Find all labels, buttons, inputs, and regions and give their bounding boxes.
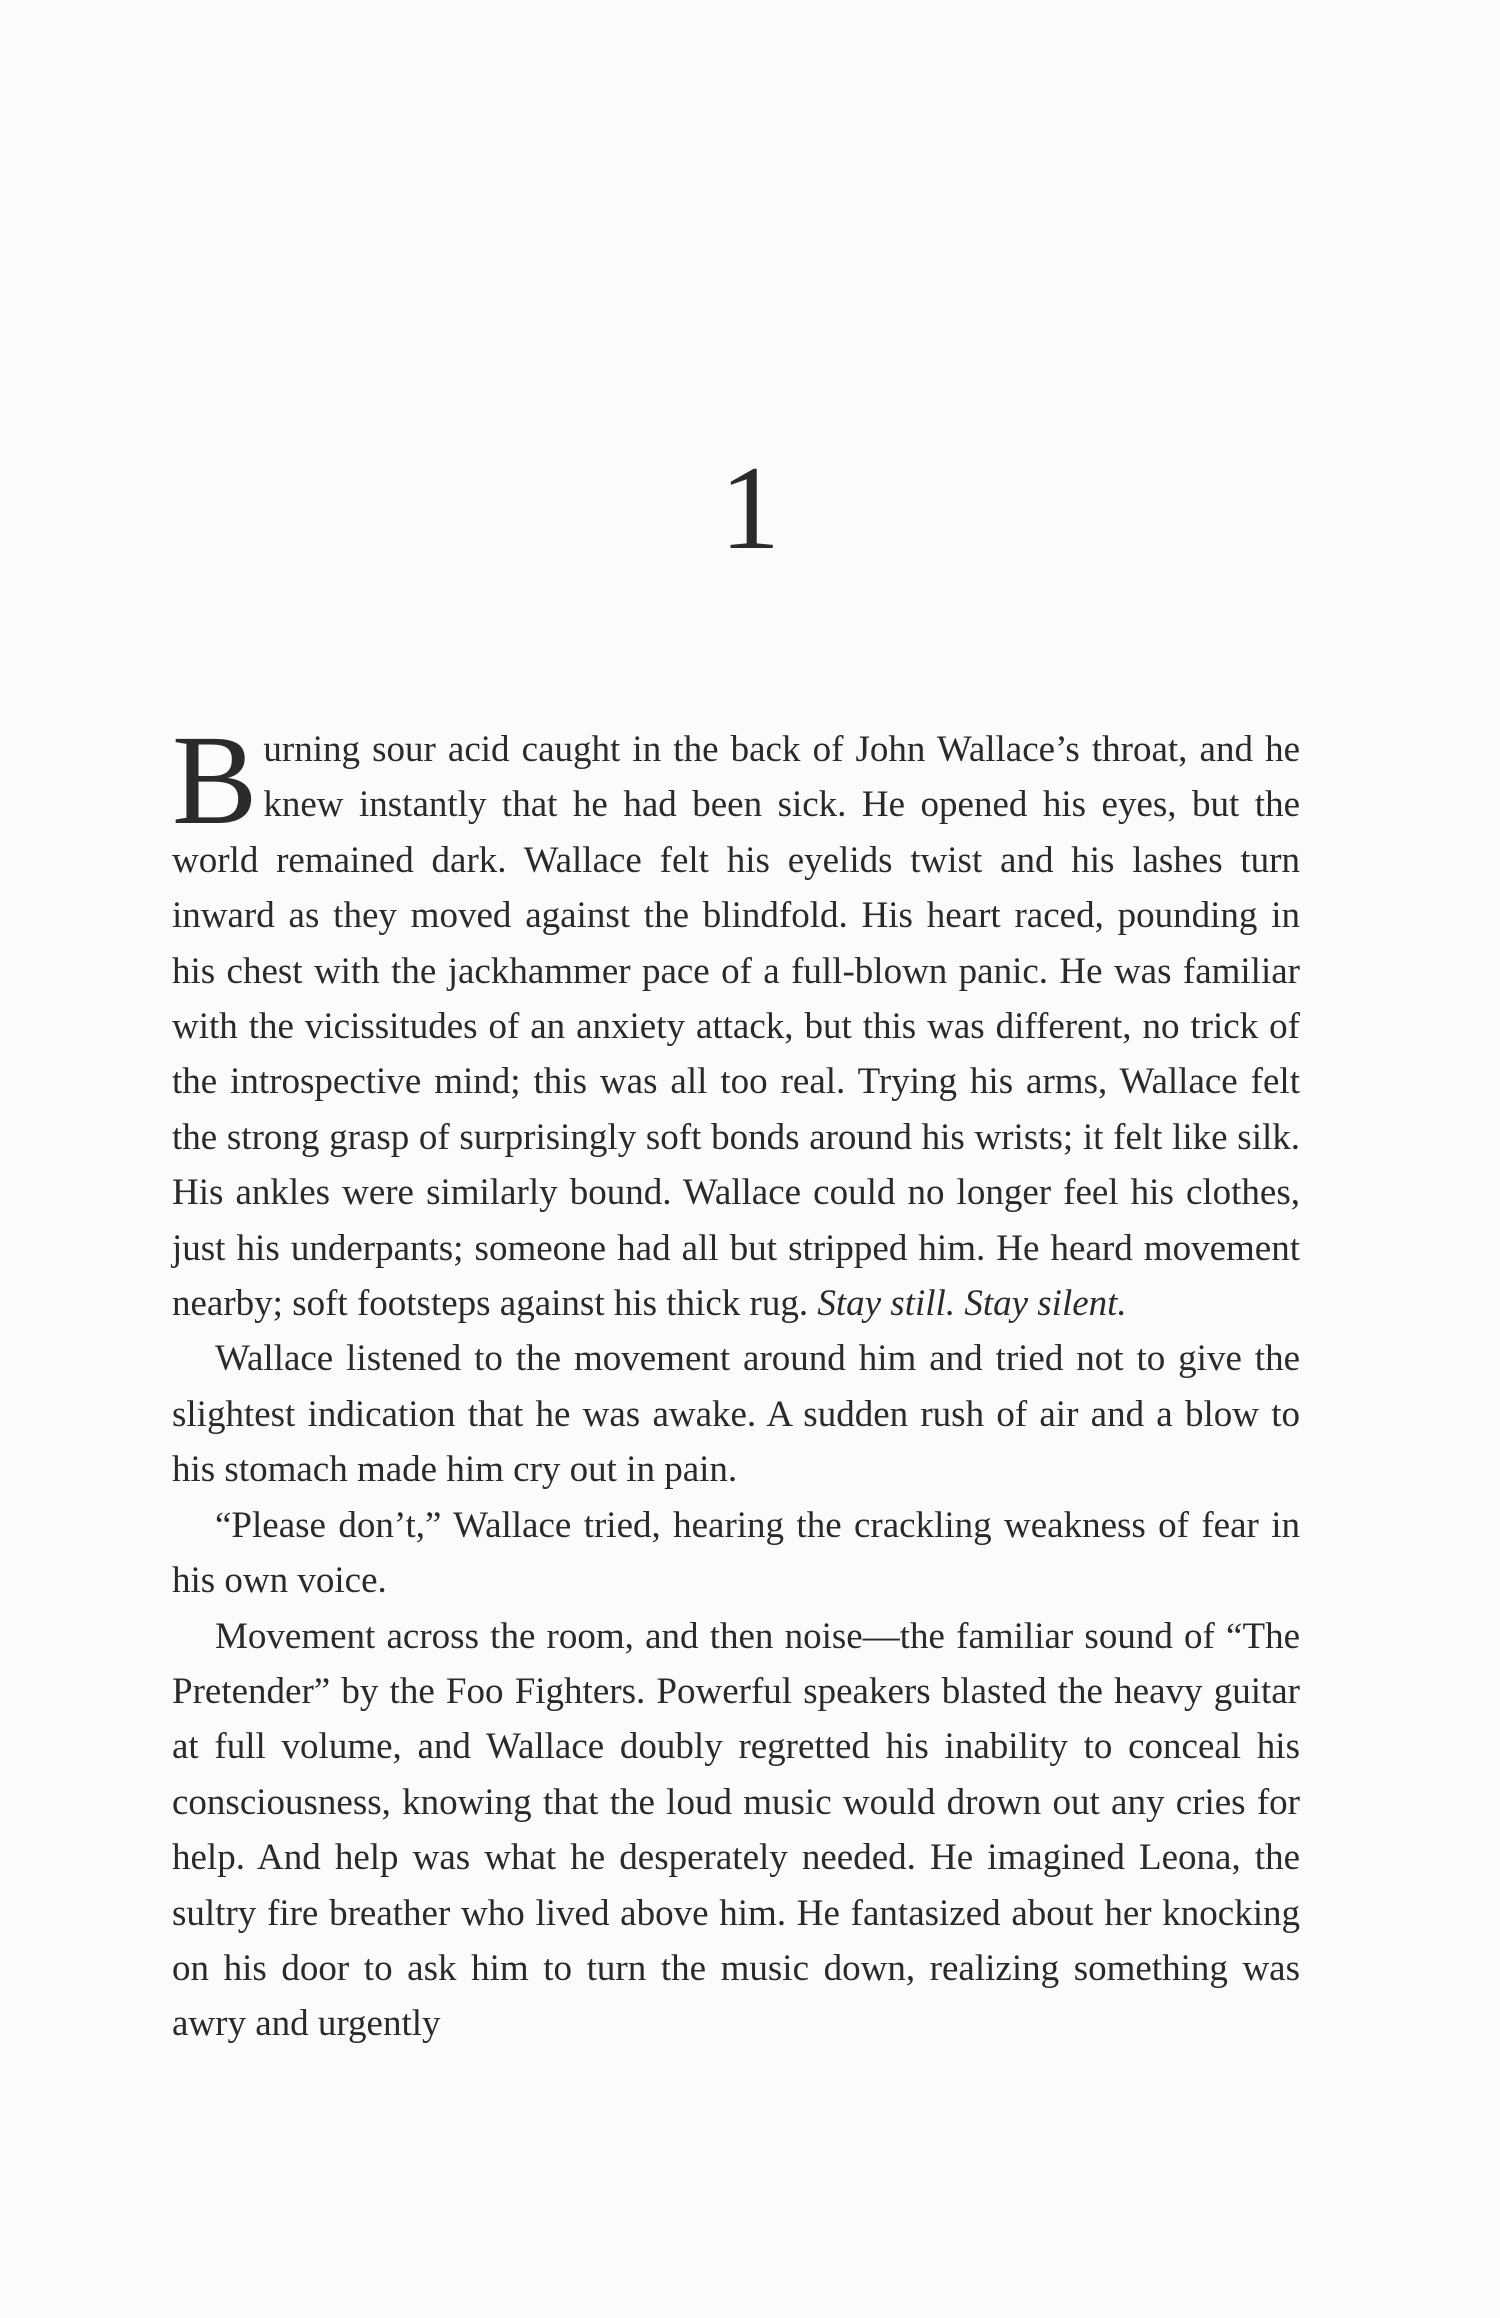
paragraph: “Please don’t,” Wallace tried, hearing the crackling weakness of fear in his own voice. bbox=[172, 1504, 1300, 1602]
italic-thought: Stay still. Stay silent. bbox=[817, 1283, 1127, 1325]
drop-cap: B bbox=[172, 709, 258, 851]
chapter-number: 1 bbox=[720, 441, 780, 574]
paragraph: Wallace listened to the movement around him and tried not to give the slightest indication that he was awake. A sudden rush of air and a blow to his stomach made him cry out in pain. bbox=[172, 1338, 1300, 1491]
paragraph: Movement across the room, and then noise—the familiar sound of “The Pretender” by the Foo Fighters. Powerful speakers blasted the heavy guitar at full volume, and Wallace doubly regretted his inability to conceal his consciousness, knowing that the loud music would drown out any cries for help. And help was what he desperately needed. He imagined Leona, the sultry fire breather who lived above him. He fantasized about her knocking on his door to ask him to turn the music down, realizing something was awry and urgently bbox=[172, 1615, 1300, 2045]
paragraph bbox=[172, 709, 1300, 1331]
paragraph-text: urning sour acid caught in the back of John Wallace’s throat, and he knew instantly that he had been sick. He opened his eyes, but the world remained dark. Wallace felt his eyelids twist and his lashes turn inward as they moved against the blindfold. His heart raced, pounding in his chest with the jackhammer pace of a full-blown panic. He was familiar with the vicissitudes of an anxiety attack, but this was different, no trick of the introspective mind; this was all too real. Trying his arms, Wallace felt the strong grasp of surprisingly soft bonds around his wrists; it felt like silk. His ankles were similarly bound. Wallace could no longer feel his clothes, just his underpants; someone had all but stripped him. He heard movement nearby; soft footsteps against his thick rug. bbox=[172, 729, 1300, 1325]
body-text bbox=[172, 709, 1300, 2052]
